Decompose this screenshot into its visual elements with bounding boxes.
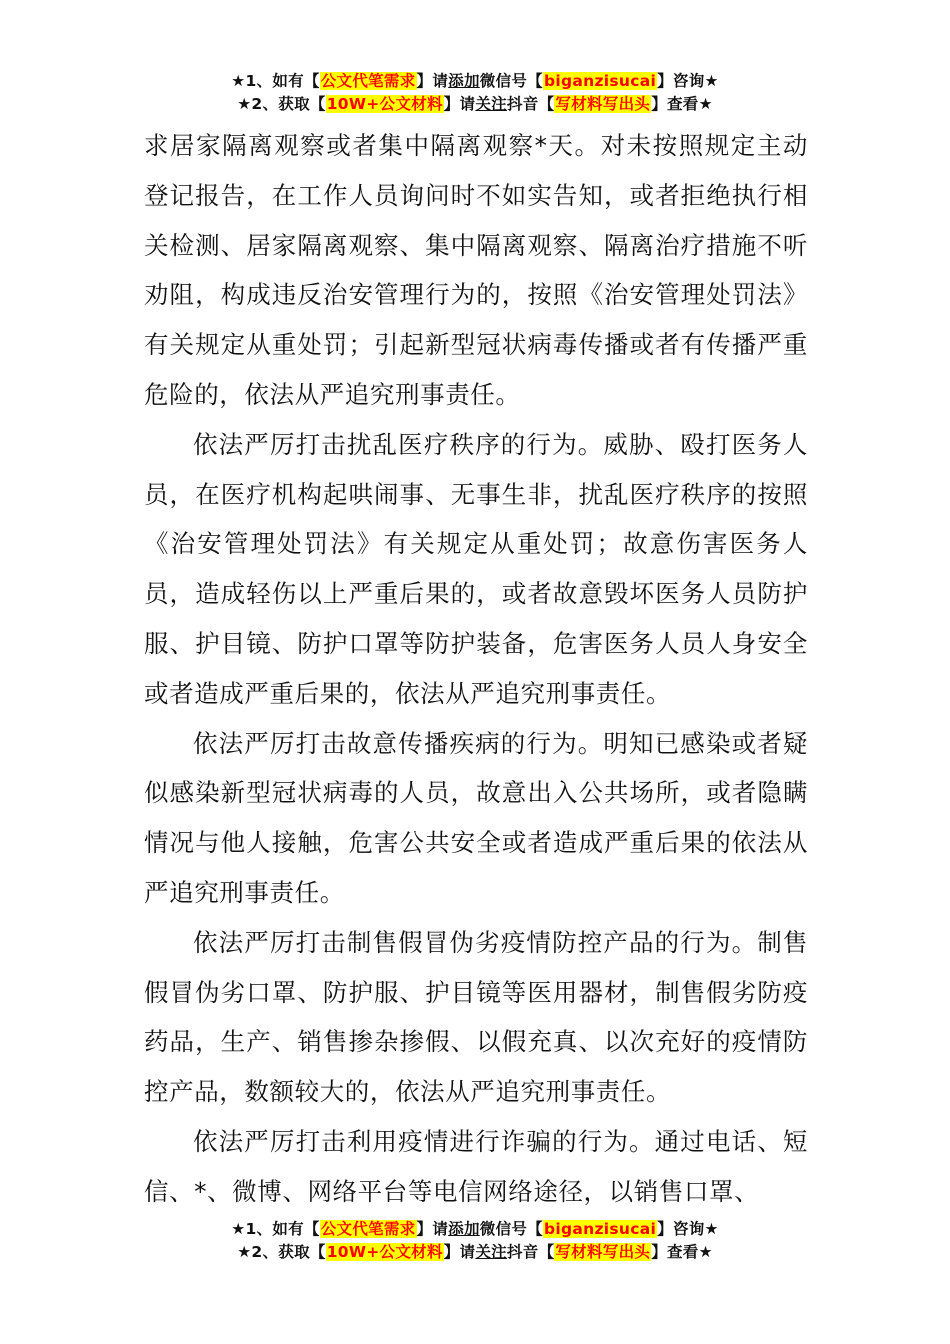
paragraph-5: 依法严厉打击利用疫情进行诈骗的行为。通过电话、短信、*、微博、网络平台等电信网络途径，以销售口罩、	[144, 1126, 808, 1206]
promo-highlight: biganzisucai	[543, 1220, 657, 1238]
promo-highlight: 公文代笔需求	[320, 1220, 416, 1238]
promo-text: 】咨询★	[657, 1220, 719, 1238]
promo-text: 抖音【	[506, 1243, 555, 1261]
promo-line-1	[0, 70, 950, 93]
promo-line-2	[0, 93, 950, 116]
promo-text: ★2、获取【	[237, 95, 326, 113]
promo-text: 】查看★	[651, 95, 713, 113]
promo-highlight: biganzisucai	[543, 72, 657, 90]
promo-text: 】请	[416, 72, 449, 90]
footer-promo-banner	[0, 1218, 950, 1264]
promo-underline: 添加	[448, 72, 480, 90]
promo-line-1	[0, 1218, 950, 1241]
promo-text: 】请	[443, 95, 476, 113]
promo-text: 抖音【	[506, 95, 555, 113]
promo-text: 】请	[443, 1243, 476, 1261]
promo-text: 微信号【	[479, 72, 543, 90]
promo-text: ★1、如有【	[231, 72, 320, 90]
promo-text: 】请	[416, 1220, 449, 1238]
paragraph-4: 依法严厉打击制售假冒伪劣疫情防控产品的行为。制售假冒伪劣口罩、防护服、护目镜等医用器材，制售假劣防疫药品，生产、销售掺杂掺假、以假充真、以次充好的疫情防控产品，数额较大的，依法从严追究刑事责任。	[144, 927, 808, 1107]
promo-highlight: 写材料写出头	[555, 1243, 651, 1261]
promo-highlight: 10W+公文材料	[326, 1243, 443, 1261]
promo-underline: 关注	[475, 95, 507, 113]
paragraph-2: 依法严厉打击扰乱医疗秩序的行为。威胁、殴打医务人员，在医疗机构起哄闹事、无事生非，扰乱医疗秩序的按照《治安管理处罚法》有关规定从重处罚；故意伤害医务人员，造成轻伤以上严重后果的，或者故意毁坏医务人员防护服、护目镜、防护口罩等防护装备，危害医务人员人身安全或者造成严重后果的，依法从严追究刑事责任。	[144, 429, 808, 708]
promo-highlight: 公文代笔需求	[320, 72, 416, 90]
paragraph-1: 求居家隔离观察或者集中隔离观察*天。对未按照规定主动登记报告，在工作人员询问时不如实告知，或者拒绝执行相关检测、居家隔离观察、集中隔离观察、隔离治疗措施不听劝阻，构成违反治安管理行为的，按照《治安管理处罚法》有关规定从重处罚；引起新型冠状病毒传播或者有传播严重危险的，依法从严追究刑事责任。	[144, 131, 808, 409]
promo-text: 微信号【	[479, 1220, 543, 1238]
document-body	[144, 121, 808, 1217]
promo-text: ★1、如有【	[231, 1220, 320, 1238]
promo-text: 】咨询★	[657, 72, 719, 90]
paragraph-3: 依法严厉打击故意传播疾病的行为。明知已感染或者疑似感染新型冠状病毒的人员，故意出入公共场所，或者隐瞒情况与他人接触，危害公共安全或者造成严重后果的依法从严追究刑事责任。	[144, 728, 808, 907]
promo-text: 】查看★	[651, 1243, 713, 1261]
header-promo-banner	[0, 70, 950, 116]
promo-underline: 添加	[448, 1220, 480, 1238]
promo-highlight: 10W+公文材料	[326, 95, 443, 113]
promo-underline: 关注	[475, 1243, 507, 1261]
promo-text: ★2、获取【	[237, 1243, 326, 1261]
promo-line-2	[0, 1241, 950, 1264]
promo-highlight: 写材料写出头	[555, 95, 651, 113]
